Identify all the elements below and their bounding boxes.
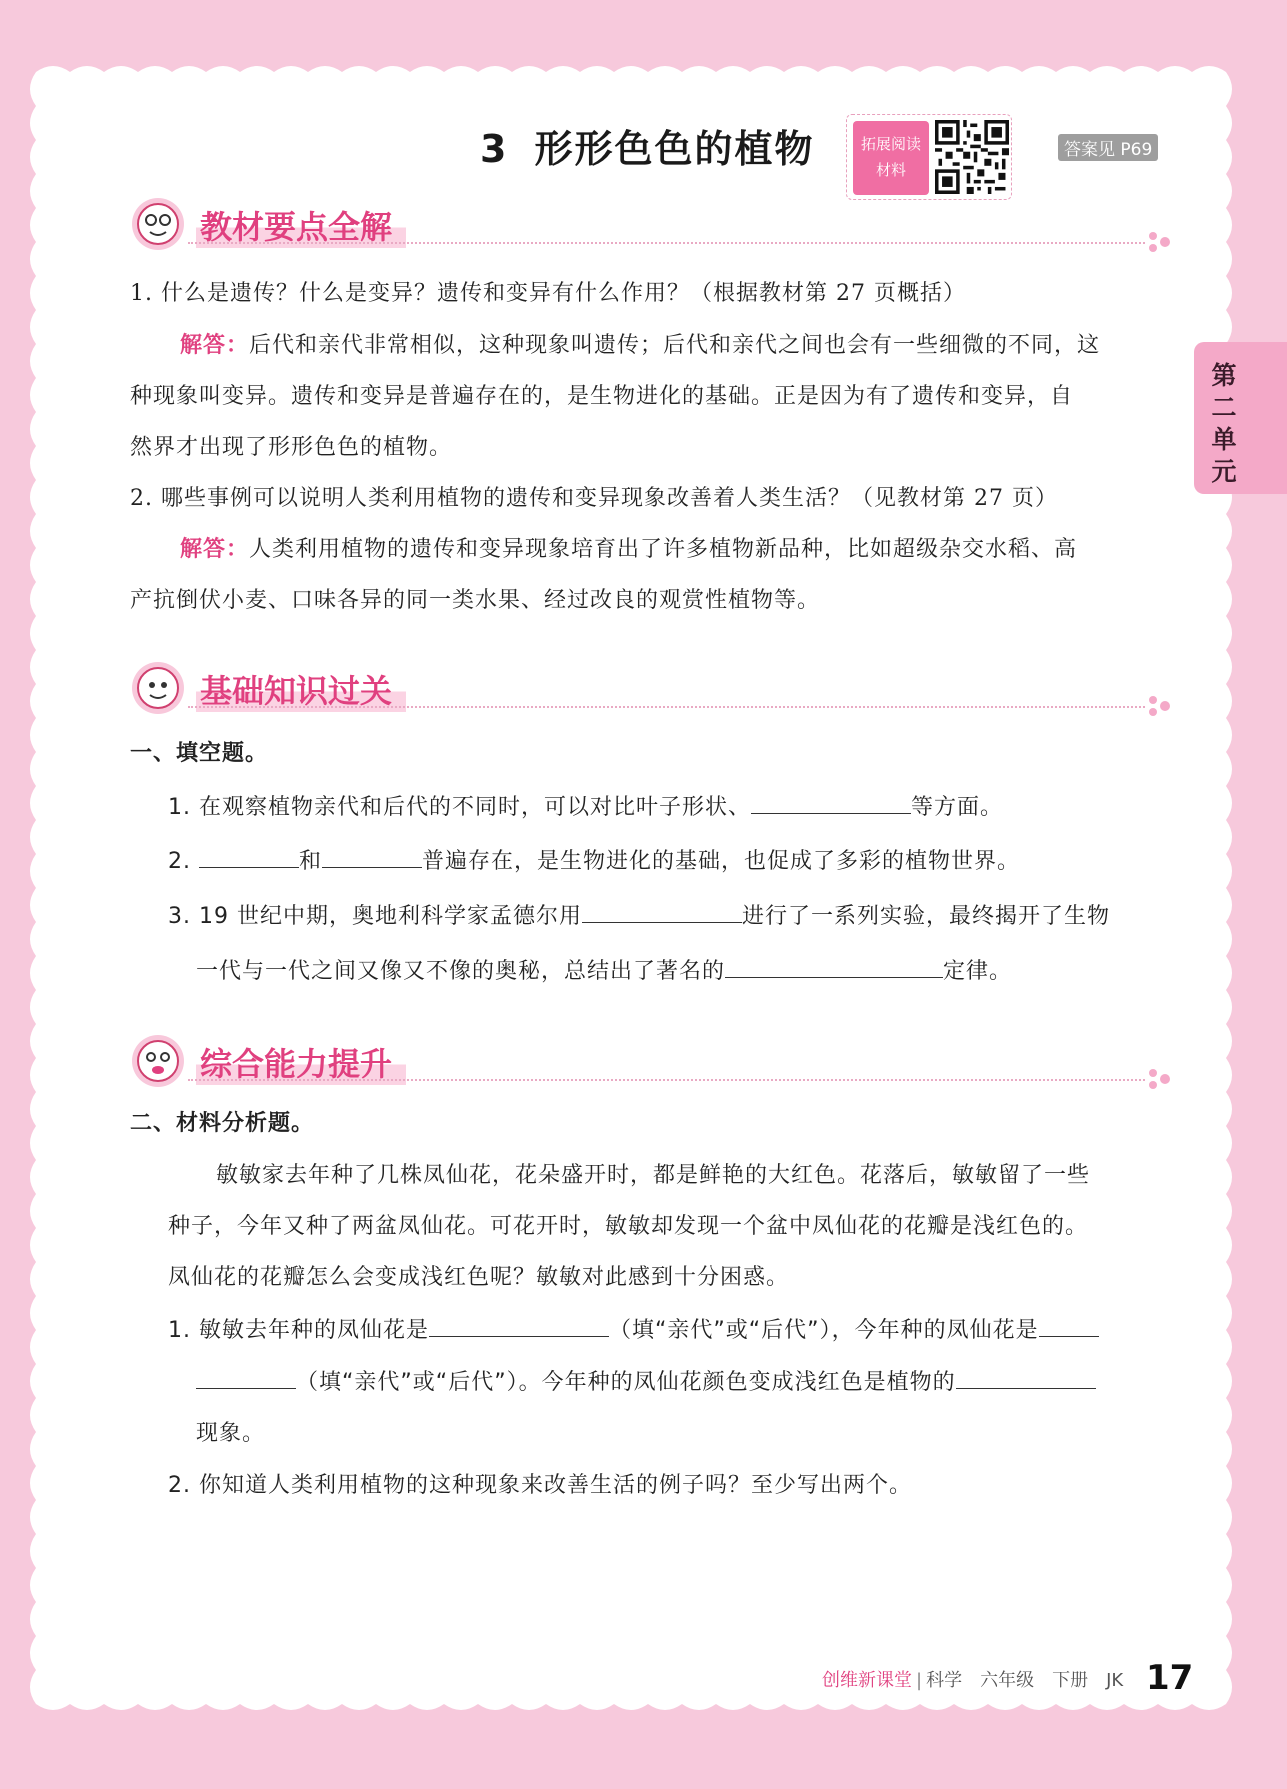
question-text: 3. 19 世纪中期，奥地利科学家孟德尔用 — [168, 904, 582, 929]
question-text: 定律。 — [943, 959, 1013, 984]
footer-subject-grade: 科学 六年级 下册 JK — [926, 1670, 1124, 1691]
fill-blank-question-2 — [168, 836, 1020, 887]
key-answer-1-line2: 种现象叫变异。遗传和变异是普遍存在的，是生物进化的基础。正是因为有了遗传和变异，自 — [130, 384, 1074, 409]
key-question-1: 1. 什么是遗传？什么是变异？遗传和变异有什么作用？（根据教材第 27 页概括） — [130, 281, 966, 306]
question-text: 1. 在观察植物亲代和后代的不同时，可以对比叶子形状、 — [168, 795, 751, 820]
decorative-dots-icon — [1147, 694, 1173, 718]
cartoon-mascot-icon — [128, 1033, 188, 1089]
question-text: 2. — [168, 849, 191, 874]
section-header-key-points — [128, 196, 1173, 256]
material-analysis-part-title: 二、材料分析题。 — [130, 1111, 315, 1136]
answer-blank[interactable] — [751, 786, 911, 814]
qr-label-line2: 材料 — [875, 161, 906, 179]
qr-code-icon[interactable] — [935, 120, 1009, 194]
section-divider — [188, 706, 1145, 708]
footer-brand: 创维新课堂 — [822, 1670, 912, 1691]
key-answer-2 — [180, 524, 1077, 575]
analysis-question-2: 2. 你知道人类利用植物的这种现象来改善生活的例子吗？至少写出两个。 — [168, 1473, 912, 1498]
key-answer-1 — [180, 320, 1100, 371]
section-title: 综合能力提升 — [196, 1039, 406, 1085]
question-text: （填“亲代”或“后代”），今年种的凤仙花是 — [608, 1318, 1039, 1343]
answer-text: 后代和亲代非常相似，这种现象叫遗传；后代和亲代之间也会有一些细微的不同，这 — [249, 333, 1101, 358]
key-answer-2-line2: 产抗倒伏小麦、口味各异的同一类水果、经过改良的观赏性植物等。 — [130, 588, 821, 613]
answer-blank[interactable] — [196, 1361, 296, 1389]
answer-blank[interactable] — [322, 840, 422, 868]
lesson-number: 3 — [480, 127, 509, 171]
question-text: 普遍存在，是生物进化的基础，也促成了多彩的植物世界。 — [422, 849, 1021, 874]
decorative-dots-icon — [1147, 1067, 1173, 1091]
key-question-2: 2. 哪些事例可以说明人类利用植物的遗传和变异现象改善着人类生活？（见教材第 27 页） — [130, 486, 1058, 511]
question-text: 一代与一代之间又像又不像的奥秘，总结出了著名的 — [196, 959, 726, 984]
passage-line-1: 敏敏家去年种了几株凤仙花，花朵盛开时，都是鲜艳的大红色。花落后，敏敏留了一些 — [216, 1163, 1091, 1188]
answer-reference-badge: 答案见 P69 — [1058, 134, 1158, 161]
answer-label: 解答： — [180, 537, 250, 562]
cartoon-mascot-icon — [128, 660, 188, 716]
passage-line-3: 凤仙花的花瓣怎么会变成浅红色呢？敏敏对此感到十分困惑。 — [168, 1265, 790, 1290]
question-text: 1. 敏敏去年种的凤仙花是 — [168, 1318, 429, 1343]
footer-book-info: 创维新课堂 | 科学 六年级 下册 JK — [822, 1670, 1124, 1691]
extended-reading-qr[interactable] — [846, 114, 1012, 200]
answer-blank[interactable] — [1039, 1309, 1099, 1337]
answer-blank[interactable] — [199, 840, 299, 868]
section-title: 教材要点全解 — [196, 202, 406, 248]
question-text: （填“亲代”或“后代”）。今年种的凤仙花颜色变成浅红色是植物的 — [296, 1370, 956, 1395]
lesson-title — [480, 118, 814, 173]
fill-blank-question-1 — [168, 782, 1003, 833]
section-header-basics — [128, 660, 1173, 720]
answer-blank[interactable] — [429, 1309, 609, 1337]
question-text: 和 — [299, 849, 323, 874]
section-title: 基础知识过关 — [196, 666, 406, 712]
answer-blank[interactable] — [956, 1361, 1096, 1389]
qr-label-line1: 拓展阅读 — [860, 135, 921, 153]
fill-blank-question-3 — [168, 891, 1110, 942]
unit-tab-label: 第 二 单 元 — [1211, 361, 1237, 486]
fill-blank-part-title: 一、填空题。 — [130, 741, 269, 766]
key-answer-1-line3: 然界才出现了形形色色的植物。 — [130, 435, 453, 460]
answer-blank[interactable] — [725, 950, 943, 978]
question-text: 等方面。 — [911, 795, 1004, 820]
decorative-dots-icon — [1147, 230, 1173, 254]
passage-line-2: 种子，今年又种了两盆凤仙花。可花开时，敏敏却发现一个盆中凤仙花的花瓣是浅红色的。 — [168, 1214, 1089, 1239]
answer-text: 人类利用植物的遗传和变异现象培育出了许多植物新品种，比如超级杂交水稻、高 — [249, 537, 1078, 562]
lesson-title-text: 形形色色的植物 — [534, 127, 815, 171]
unit-side-tab[interactable] — [1194, 342, 1287, 494]
qr-label — [853, 121, 929, 195]
answer-label: 解答： — [180, 333, 250, 358]
section-header-comprehensive — [128, 1033, 1173, 1093]
cartoon-mascot-icon — [128, 196, 188, 252]
analysis-question-1-line3: 现象。 — [196, 1421, 266, 1446]
question-text: 进行了一系列实验，最终揭开了生物 — [741, 904, 1110, 929]
fill-blank-question-3-line2 — [196, 946, 1012, 997]
analysis-question-1 — [168, 1305, 1099, 1356]
section-divider — [188, 1079, 1145, 1081]
page-number: 17 — [1146, 1658, 1194, 1698]
section-divider — [188, 242, 1145, 244]
answer-blank[interactable] — [582, 895, 742, 923]
analysis-question-1-line2 — [196, 1357, 1096, 1408]
